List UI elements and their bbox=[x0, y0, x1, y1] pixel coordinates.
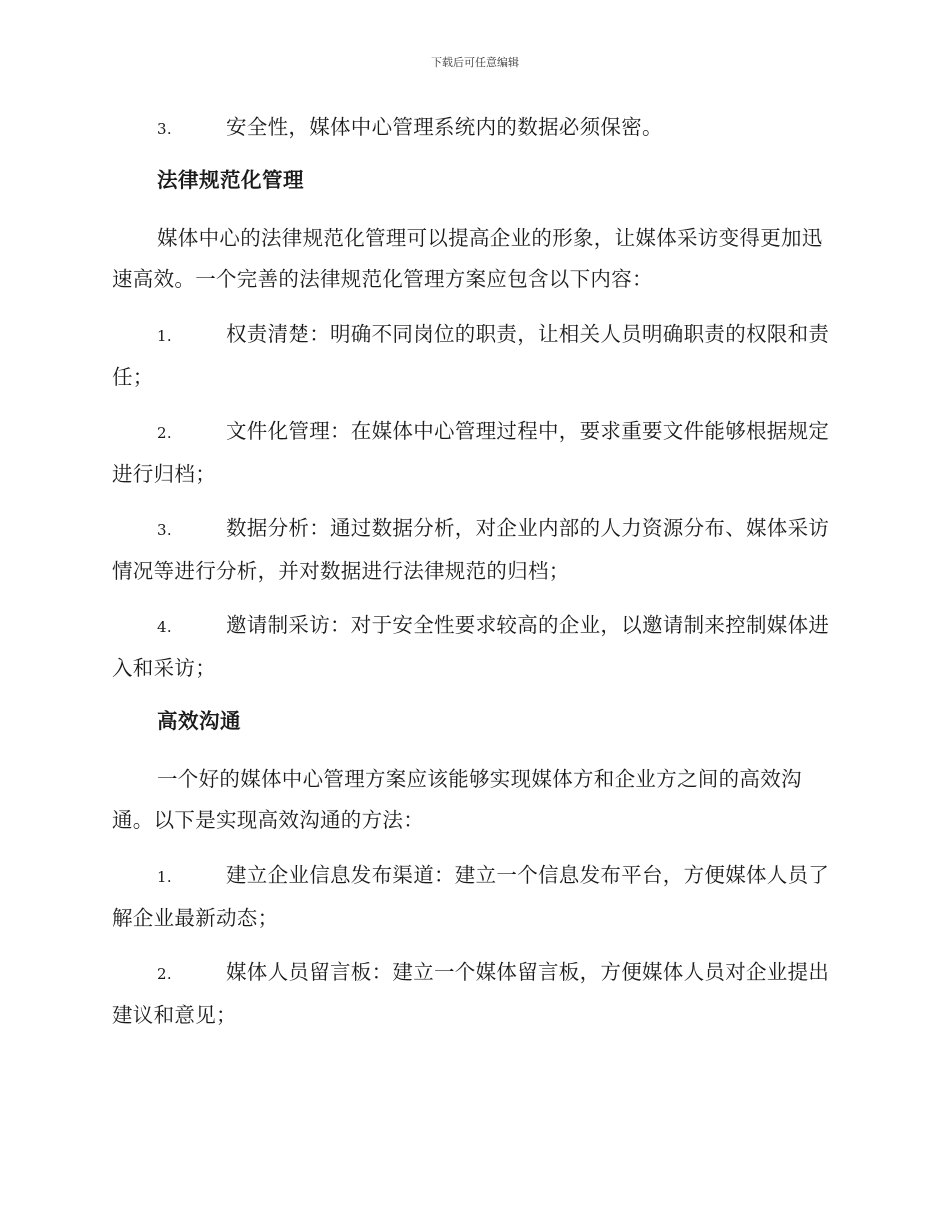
list-item-security bbox=[112, 107, 832, 150]
list-text: 权责清楚：明确不同岗位的职责，让相关人员明确职责的权限和责任； bbox=[112, 322, 830, 389]
paragraph-legal-intro: 媒体中心的法律规范化管理可以提高企业的形象，让媒体采访变得更加迅速高效。一个完善的法律规范化管理方案应包含以下内容： bbox=[112, 226, 823, 291]
list-item bbox=[112, 855, 832, 939]
paragraph-communication-intro: 一个好的媒体中心管理方案应该能够实现媒体方和企业方之间的高效沟通。以下是实现高效沟通的方法： bbox=[112, 767, 802, 832]
list-number: 2. bbox=[157, 965, 172, 983]
list-number: 3. bbox=[157, 521, 172, 539]
section-heading-legal: 法律规范化管理 bbox=[157, 168, 304, 192]
list-text: 媒体人员留言板：建立一个媒体留言板，方便媒体人员对企业提出建议和意见； bbox=[112, 960, 830, 1027]
list-text: 数据分析：通过数据分析，对企业内部的人力资源分布、媒体采访情况等进行分析，并对数据进行法律规范的归档； bbox=[112, 516, 830, 583]
list-item bbox=[112, 508, 832, 592]
list-item bbox=[112, 314, 832, 398]
list-number: 1. bbox=[157, 327, 172, 345]
section-heading-communication: 高效沟通 bbox=[157, 709, 241, 733]
list-text: 建立企业信息发布渠道：建立一个信息发布平台，方便媒体人员了解企业最新动态； bbox=[112, 863, 830, 930]
list-number: 4. bbox=[157, 618, 172, 636]
list-text: 安全性，媒体中心管理系统内的数据必须保密。 bbox=[226, 115, 663, 139]
list-item bbox=[112, 605, 832, 689]
list-item bbox=[112, 411, 832, 495]
header-note: 下载后可任意编辑 bbox=[431, 56, 519, 69]
list-item bbox=[112, 952, 832, 1036]
list-number: 2. bbox=[157, 424, 172, 442]
list-number: 1. bbox=[157, 868, 172, 886]
list-text: 文件化管理：在媒体中心管理过程中，要求重要文件能够根据规定进行归档； bbox=[112, 419, 830, 486]
list-number: 3. bbox=[157, 120, 172, 138]
list-text: 邀请制采访：对于安全性要求较高的企业，以邀请制来控制媒体进入和采访； bbox=[112, 613, 830, 680]
